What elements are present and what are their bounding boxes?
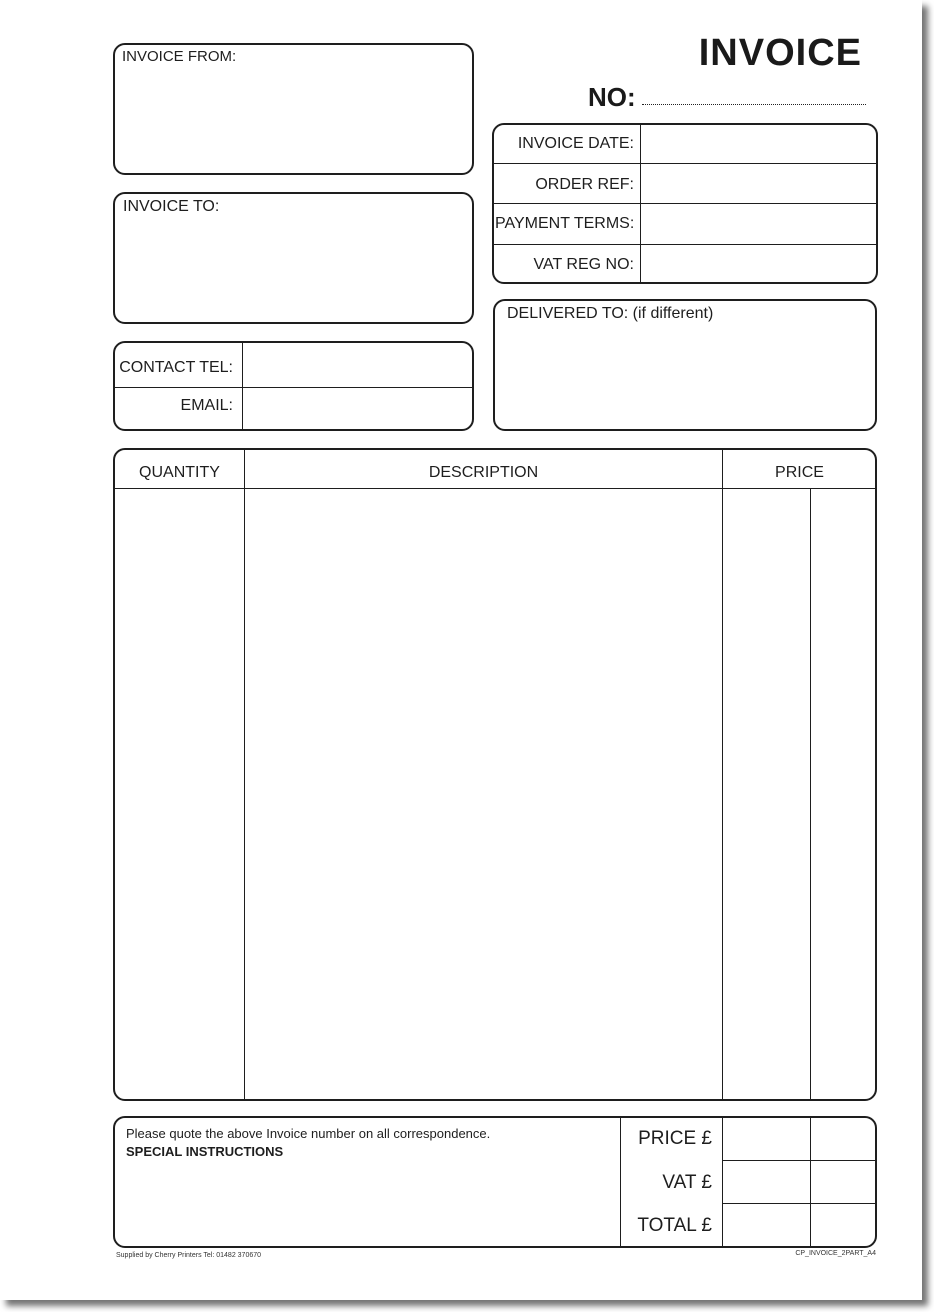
contact-divider <box>115 387 472 388</box>
special-instructions-label: SPECIAL INSTRUCTIONS <box>126 1144 284 1159</box>
grand-total-field[interactable] <box>724 1205 874 1245</box>
grand-total-label: TOTAL £ <box>637 1215 712 1236</box>
invoice-number-label: NO: <box>588 82 636 112</box>
contact-tel-field[interactable] <box>244 344 470 386</box>
totals-divider-1 <box>723 1160 875 1161</box>
form-code: CP_INVOICE_2PART_A4 <box>795 1250 876 1257</box>
contact-tel-label: CONTACT TEL: <box>119 359 233 376</box>
email-label: EMAIL: <box>180 397 233 414</box>
invoice-number-field[interactable] <box>642 104 866 105</box>
vat-reg-field[interactable] <box>642 246 875 282</box>
description-column-field[interactable] <box>246 491 721 1097</box>
price-total-field[interactable] <box>724 1119 874 1159</box>
totals-label-divider <box>722 1118 723 1246</box>
instructions-divider <box>620 1118 621 1246</box>
delivered-to-label: DELIVERED TO: (if different) <box>507 305 714 322</box>
invoice-date-field[interactable] <box>642 125 875 162</box>
vat-total-label: VAT £ <box>662 1172 712 1193</box>
vat-total-field[interactable] <box>724 1162 874 1202</box>
email-field[interactable] <box>244 389 470 428</box>
contact-column-divider <box>242 343 243 429</box>
price-pence-divider <box>810 489 811 1099</box>
details-divider-3 <box>494 244 876 245</box>
vat-reg-label: VAT REG NO: <box>533 256 634 273</box>
invoice-to-label: INVOICE TO: <box>123 198 220 215</box>
price-pence-column-field[interactable] <box>812 491 874 1097</box>
price-total-label: PRICE £ <box>638 1128 712 1149</box>
payment-terms-label: PAYMENT TERMS: <box>495 215 635 232</box>
details-divider-1 <box>494 163 876 164</box>
quote-number-note: Please quote the above Invoice number on all correspondence. <box>126 1126 491 1141</box>
invoice-title: INVOICE <box>698 32 862 74</box>
quantity-column-field[interactable] <box>116 491 243 1097</box>
details-divider-2 <box>494 203 876 204</box>
items-header-divider <box>115 488 875 489</box>
quantity-header: QUANTITY <box>139 464 220 481</box>
description-column-divider <box>722 450 723 1099</box>
supplier-credit: Supplied by Cherry Printers Tel: 01482 370670 <box>116 1252 262 1259</box>
price-pounds-column-field[interactable] <box>724 491 809 1097</box>
order-ref-label: ORDER REF: <box>535 176 634 193</box>
description-header: DESCRIPTION <box>428 464 539 481</box>
order-ref-field[interactable] <box>642 165 875 202</box>
payment-terms-field[interactable] <box>642 205 875 243</box>
invoice-date-label: INVOICE DATE: <box>517 135 634 152</box>
invoice-from-label: INVOICE FROM: <box>122 48 237 65</box>
quantity-column-divider <box>244 450 245 1099</box>
totals-divider-2 <box>723 1203 875 1204</box>
special-instructions-field[interactable] <box>118 1163 616 1243</box>
price-header: PRICE <box>775 464 824 481</box>
